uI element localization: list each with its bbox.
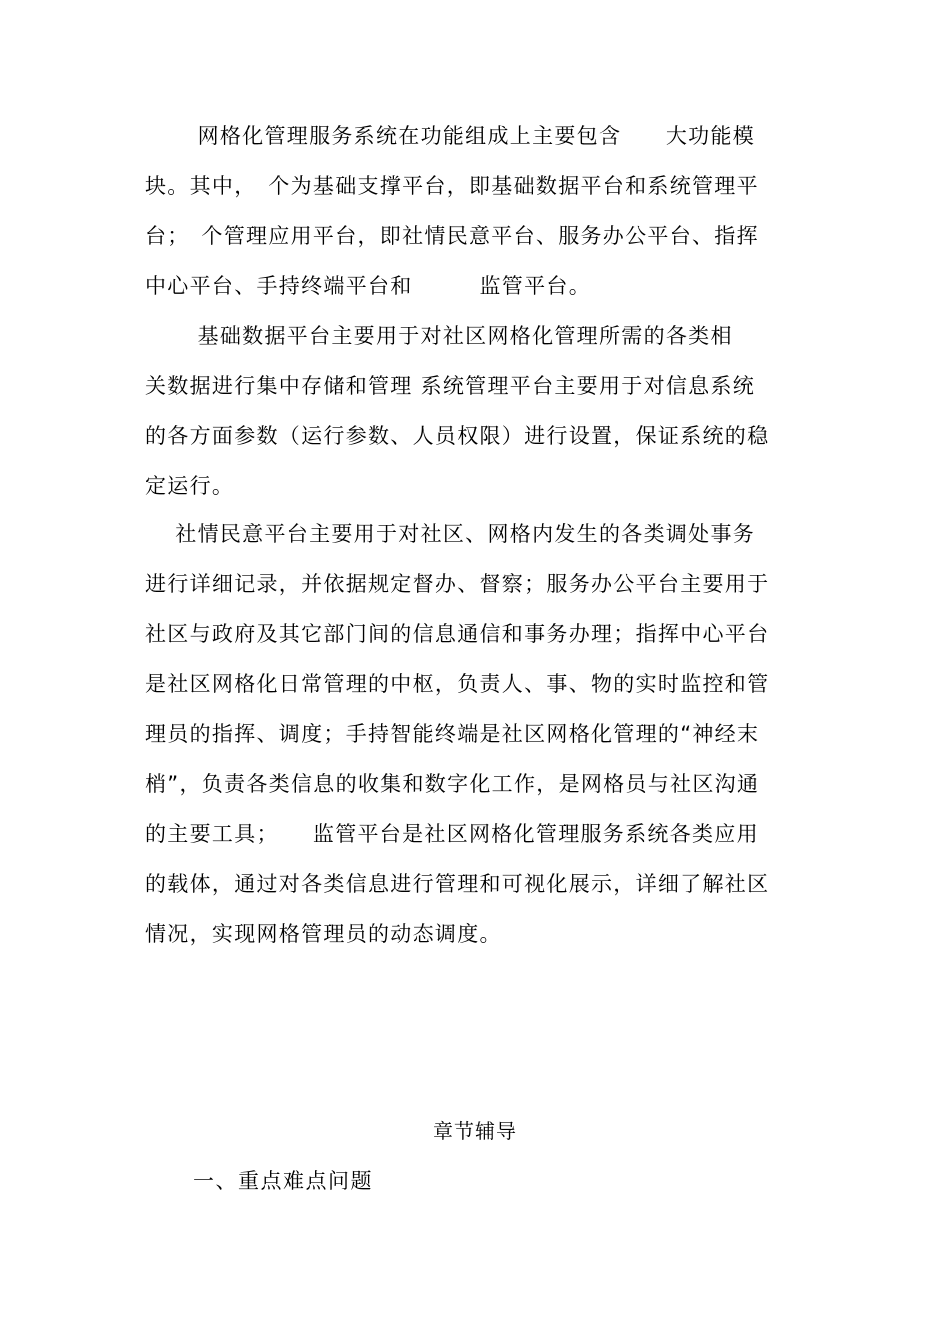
paragraph-2-line-4: 定运行。 [145,474,235,498]
paragraph-3-line-7: 的主要工具； 监管平台是社区网格化管理服务系统各类应用 [145,822,759,846]
paragraph-3-line-3: 社区与政府及其它部门间的信息通信和事务办理；指挥中心平台 [145,622,770,646]
chapter-heading: 章节辅导 [433,1119,517,1143]
paragraph-3-line-9: 情况，实现网格管理员的动态调度。 [145,922,502,946]
paragraph-3-line-2: 进行详细记录，并依据规定督办、督察；服务办公平台主要用于 [145,572,770,596]
paragraph-2-line-1: 基础数据平台主要用于对社区网格化管理所需的各类相 [145,324,733,348]
paragraph-3-line-8: 的载体，通过对各类信息进行管理和可视化展示，详细了解社区 [145,872,770,896]
paragraph-3-line-5: 理员的指挥、调度；手持智能终端是社区网格化管理的“神经末 [145,722,760,746]
paragraph-1-line-1: 网格化管理服务系统在功能组成上主要包含 大功能模 [145,124,756,148]
paragraph-1-line-4: 中心平台、手持终端平台和 监管平台。 [145,274,591,298]
paragraph-1-line-2: 块。其中， 个为基础支撑平台，即基础数据平台和系统管理平 [145,174,759,198]
paragraph-2-line-3: 的各方面参数（运行参数、人员权限）进行设置，保证系统的稳 [145,424,770,448]
paragraph-1-line-3: 台； 个管理应用平台，即社情民意平台、服务办公平台、指挥 [145,224,759,248]
paragraph-2-line-2: 关数据进行集中存储和管理 系统管理平台主要用于对信息系统 [145,374,756,398]
paragraph-3-line-4: 是社区网格化日常管理的中枢，负责人、事、物的实时监控和管 [145,672,770,696]
paragraph-3-line-6: 梢”，负责各类信息的收集和数字化工作，是网格员与社区沟通 [145,772,760,796]
paragraph-3-line-1: 社情民意平台主要用于对社区、网格内发生的各类调处事务 [145,522,756,546]
section-title: 一、重点难点问题 [193,1169,373,1193]
